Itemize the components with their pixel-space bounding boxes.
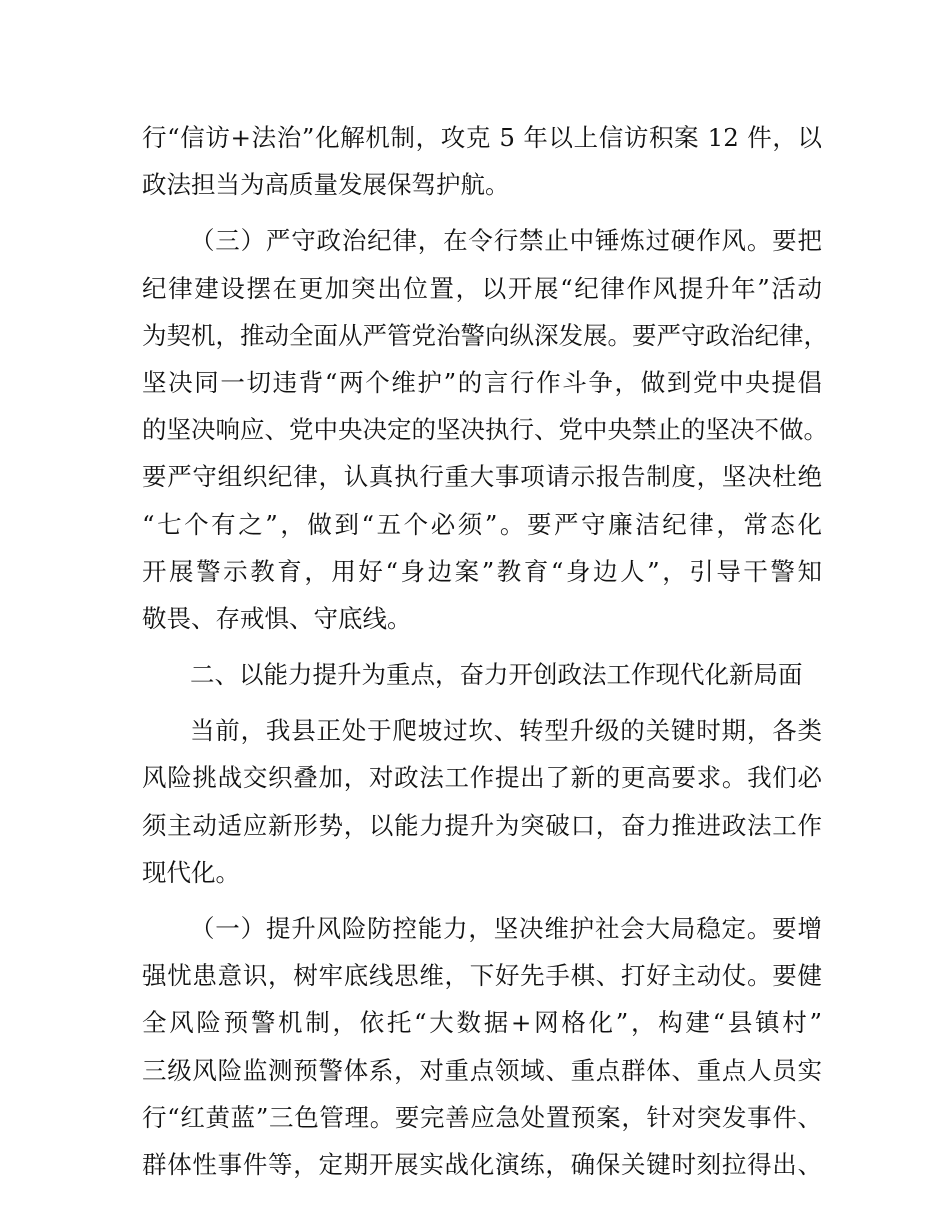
text-line: 全风险预警机制，依托“大数据+网格化”，构建“县镇村” [142,1008,822,1038]
paragraph-1 [142,114,822,208]
text-line: 纪律建设摆在更加突出位置，以开展“纪律作风提升年”活动 [142,273,822,303]
text-line: 坚决同一切违背“两个维护”的言行作斗争，做到党中央提倡 [142,367,822,397]
text-line: 须主动适应新形势，以能力提升为突破口，奋力推进政法工作 [142,810,822,840]
paragraph-5 [142,905,822,1188]
text-line: 风险挑战交织叠加，对政法工作提出了新的更高要求。我们必 [142,763,822,793]
text-line: 敬畏、存戒惧、守底线。 [142,603,412,633]
text-line: （三）严守政治纪律，在令行禁止中锤炼过硬作风。要把 [190,226,822,256]
heading-line: 二、以能力提升为重点，奋力开创政法工作现代化新局面 [190,660,803,690]
text-line: 当前，我县正处于爬坡过坎、转型升级的关键时期，各类 [190,716,822,746]
text-line: 政法担当为高质量发展保驾护航。 [142,170,510,200]
text-line: 现代化。 [142,857,240,887]
text-line: 行“红黄蓝”三色管理。要完善应急处置预案，针对突发事件、 [142,1102,822,1132]
text-line: 开展警示教育，用好“身边案”教育“身边人”，引导干警知 [142,556,822,586]
section-heading [142,651,822,698]
text-line: 群体性事件等，定期开展实战化演练，确保关键时刻拉得出、 [142,1149,822,1179]
text-line: 三级风险监测预警体系，对重点领域、重点群体、重点人员实 [142,1055,822,1085]
text-line: 为契机，推动全面从严管党治警向纵深发展。要严守政治纪律， [142,320,828,350]
document-body [142,114,828,1188]
text-line: “七个有之”，做到“五个必须”。要严守廉洁纪律，常态化 [142,509,822,539]
text-line: 的坚决响应、党中央决定的坚决执行、党中央禁止的坚决不做。 [142,415,828,445]
text-line: 行“信访+法治”化解机制，攻克 5 年以上信访积案 12 件，以 [142,123,822,152]
paragraph-2 [142,217,828,642]
text-line: 强忧患意识，树牢底线思维，下好先手棋、打好主动仗。要健 [142,961,822,991]
text-line: （一）提升风险防控能力，坚决维护社会大局稳定。要增 [190,914,822,943]
paragraph-4 [142,707,822,896]
text-line: 要严守组织纪律，认真执行重大事项请示报告制度，坚决杜绝 [142,462,822,492]
